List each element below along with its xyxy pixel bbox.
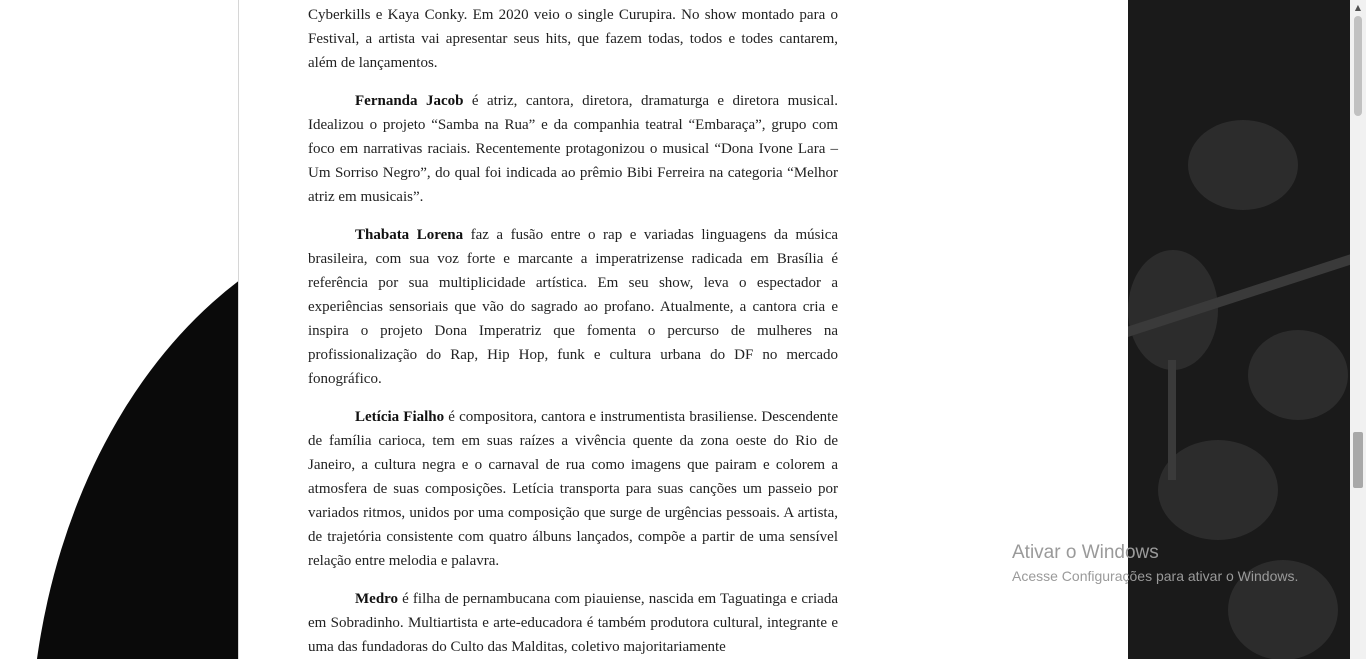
- watermark-subtitle: Acesse Configurações para ativar o Windows.: [1012, 568, 1299, 584]
- scrollbar-thumb[interactable]: [1353, 432, 1363, 488]
- bio-text: é filha de pernambucana com piauiense, nascida em Taguatinga e criada em Sobradinho. Multiartista e arte-educadora é também produtora cultural, integrante e uma das fundadoras do Culto das Malditas, coletivo majoritariamente: [308, 591, 838, 655]
- bio-text: é atriz, cantora, diretora, dramaturga e diretora musical. Idealizou o projeto “Samba na Rua” e da companhia teatral “Embaraça”, grupo com foco em narrativas raciais. Recentemente protagonizou o musical “Dona Ivone Lara – Um Sorriso Negro”, do qual foi indicada ao prêmio Bibi Ferreira na categoria “Melhor atriz em musicais”.: [308, 93, 838, 205]
- bio-text: é compositora, cantora e instrumentista brasiliense. Descendente de família carioca, tem em suas raízes a vivência quente da zona oeste do Rio de Janeiro, a cultura negra e o carnaval de rua como imagens que pairam e colorem a atmosfera de suas composições. Letícia transporta para suas canções um passeio por variados ritmos, unidos por uma composição que surge de urgências pessoais. A artista, de trajetória consistente com quatro álbuns lançados, compõe a partir de uma sensível relação entre melodia e palavra.: [308, 409, 838, 569]
- bio-name: Letícia Fialho: [355, 409, 445, 425]
- bio-paragraph-medro: [308, 587, 838, 659]
- bio-name: Thabata Lorena: [355, 227, 464, 243]
- bio-name: Medro: [355, 591, 399, 607]
- bio-text: faz a fusão entre o rap e variadas linguagens da música brasileira, com sua voz forte e marcante a imperatrizense radicada em Brasília é referência por sua multiplicidade artística. Em seu show, leva o espectador a experiências sensoriais que vão do sagrado ao profano. Atualmente, a cantora cria e inspira o projeto Dona Imperatriz que fomenta o percurso de mulheres na profissionalização do Rap, Hip Hop, funk e cultura urbana do DF no mercado fonográfico.: [308, 227, 839, 387]
- scrollbar-track-highlight: [1354, 16, 1362, 116]
- vertical-scrollbar[interactable]: [1350, 0, 1366, 659]
- bio-name: Fernanda Jacob: [355, 93, 464, 109]
- bio-paragraph-leticia: [308, 405, 838, 573]
- windows-activation-watermark: [1012, 541, 1298, 586]
- bio-paragraph-thabata: [308, 223, 838, 391]
- bio-paragraph-fernanda: [308, 89, 838, 209]
- background-left-panel: [0, 0, 238, 659]
- article-body: [308, 0, 838, 659]
- article-page: [238, 0, 1128, 659]
- scroll-up-arrow-icon[interactable]: ▲: [1354, 2, 1362, 12]
- background-disc-shape: [30, 210, 238, 659]
- intro-paragraph: Cyberkills e Kaya Conky. Em 2020 veio o single Curupira. No show montado para o Festival, a artista vai apresentar seus hits, que fazem todas, todos e todes cantarem, além de lançamentos.: [308, 7, 838, 71]
- watermark-title: Ativar o Windows: [1012, 542, 1159, 563]
